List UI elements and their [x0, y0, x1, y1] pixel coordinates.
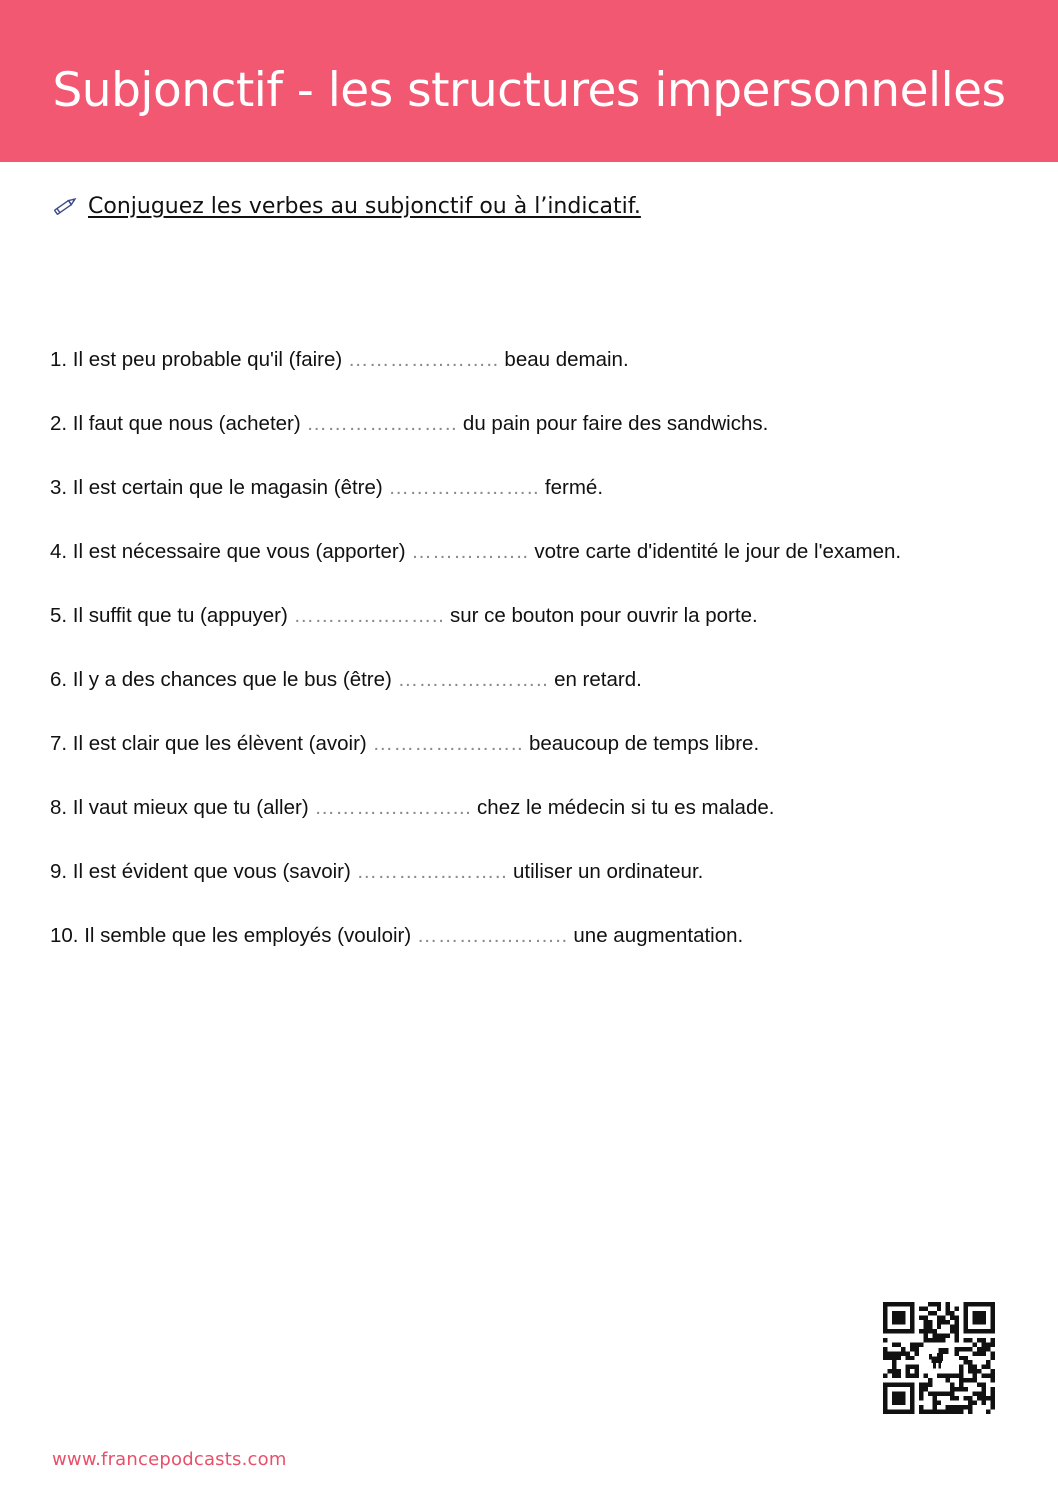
exercise-item	[50, 470, 1040, 506]
exercise-ending: en retard.	[554, 668, 642, 691]
exercise-ending: fermé.	[544, 476, 604, 499]
exercise-item	[50, 918, 1040, 954]
answer-blank[interactable]: …………..……...	[314, 796, 472, 819]
exercise-item	[50, 406, 1040, 442]
exercise-ending: beau demain.	[504, 348, 629, 371]
page-title: Subjonctif - les structures impersonnelles	[52, 63, 1006, 118]
exercise-item	[50, 726, 1040, 762]
header-banner	[0, 0, 1058, 162]
exercise-prompt: 9. Il est évident que vous (savoir)	[50, 860, 351, 883]
exercise-prompt: 8. Il vaut mieux que tu (aller)	[50, 796, 309, 819]
answer-blank[interactable]: …………..……..	[372, 732, 524, 755]
instruction-text: Conjuguez les verbes au subjonctif ou à l’indicatif.	[88, 193, 641, 219]
qr-code-icon[interactable]	[883, 1302, 995, 1414]
exercise-prompt: 4. Il est nécessaire que vous (apporter)	[50, 540, 406, 563]
answer-blank[interactable]: …………..……..	[397, 668, 549, 691]
exercise-prompt: 5. Il suffit que tu (appuyer)	[50, 604, 288, 627]
exercise-prompt: 6. Il y a des chances que le bus (être)	[50, 668, 392, 691]
answer-blank[interactable]: …………..……..	[293, 604, 445, 627]
exercise-item	[50, 662, 1040, 698]
exercise-prompt: 7. Il est clair que les élèvent (avoir)	[50, 732, 367, 755]
answer-blank[interactable]: ……………..	[411, 540, 529, 563]
exercise-item	[50, 598, 1040, 634]
exercise-prompt: 1. Il est peu probable qu'il (faire)	[50, 348, 343, 371]
exercise-ending: utiliser un ordinateur.	[513, 860, 704, 883]
exercise-ending: sur ce bouton pour ouvrir la porte.	[450, 604, 758, 627]
answer-blank[interactable]: …………..……..	[388, 476, 540, 499]
footer-url-link[interactable]: www.francepodcasts.com	[52, 1449, 287, 1470]
exercise-ending: une augmentation.	[573, 924, 744, 947]
exercise-item	[50, 342, 1040, 378]
pencil-icon	[50, 191, 80, 221]
exercise-item	[50, 534, 1040, 570]
answer-blank[interactable]: …………..……..	[416, 924, 568, 947]
exercise-ending: du pain pour faire des sandwichs.	[462, 412, 769, 435]
exercise-prompt: 10. Il semble que les employés (vouloir)	[50, 924, 412, 947]
exercise-prompt: 2. Il faut que nous (acheter)	[50, 412, 301, 435]
exercise-item	[50, 854, 1040, 890]
answer-blank[interactable]: …………..……..	[347, 348, 499, 371]
answer-blank[interactable]: …………..……..	[356, 860, 508, 883]
exercise-ending: beaucoup de temps libre.	[528, 732, 760, 755]
exercise-ending: votre carte d'identité le jour de l'examen.	[534, 540, 902, 563]
exercise-list	[50, 342, 1040, 982]
answer-blank[interactable]: …………..……..	[306, 412, 458, 435]
exercise-item	[50, 790, 1040, 826]
instruction	[50, 188, 641, 224]
exercise-ending: chez le médecin si tu es malade.	[477, 796, 775, 819]
exercise-prompt: 3. Il est certain que le magasin (être)	[50, 476, 383, 499]
